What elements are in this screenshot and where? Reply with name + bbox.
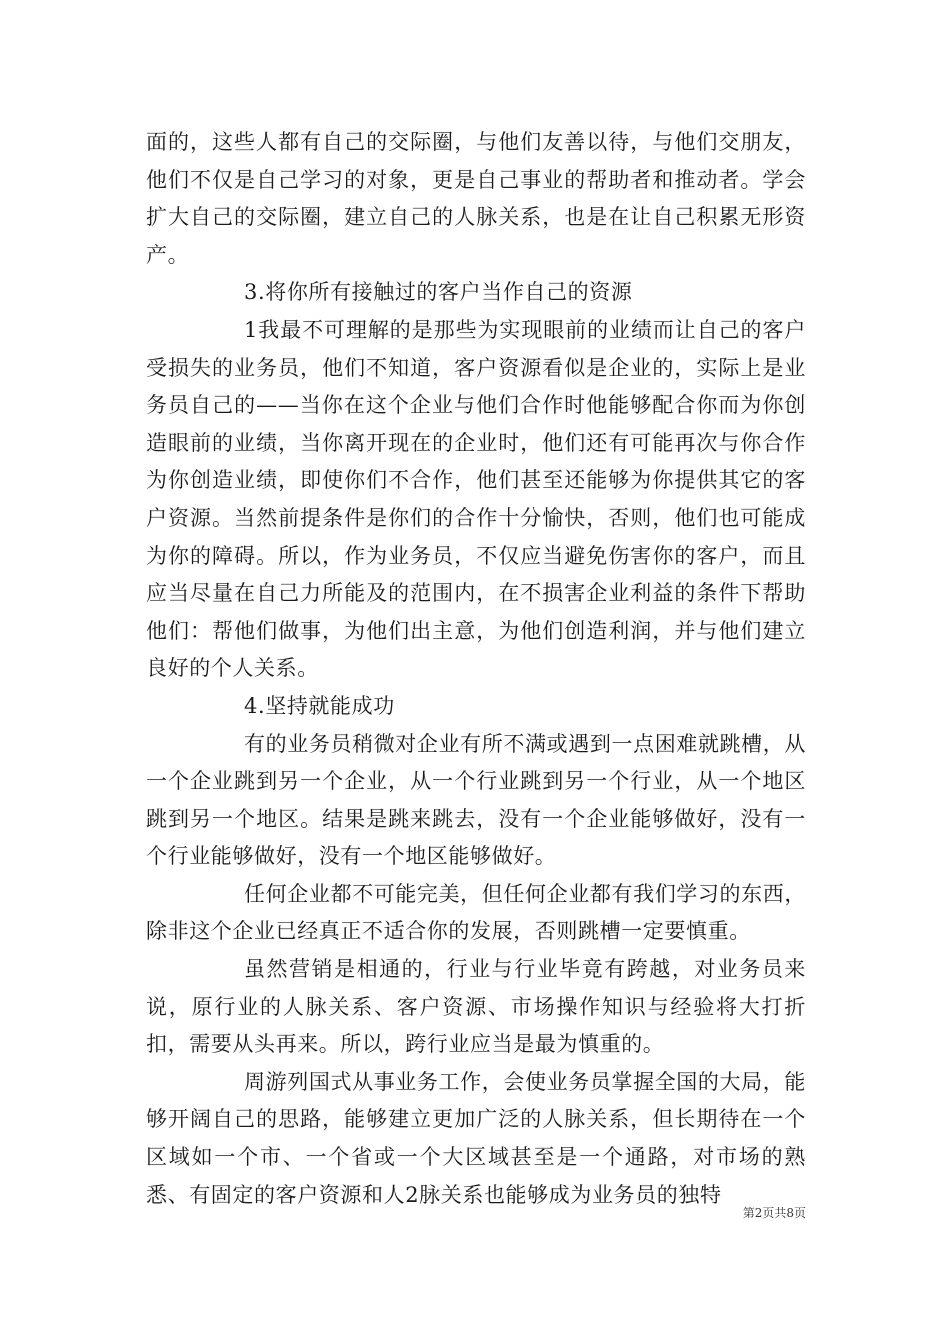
page-number: 第2页共8页 [742,1206,806,1220]
paragraph-cross-industry: 虽然营销是相通的，行业与行业毕竟有跨越，对业务员来说，原行业的人脉关系、客户资源、市场操作知识与经验将大打折扣，需要从头再来。所以，跨行业应当是最为慎重的。 [146,957,806,1057]
paragraph-regional-work: 周游列国式从事业务工作，会使业务员掌握全国的大局，能够开阔自己的思路，能够建立更加广泛的人脉关系，但长期待在一个区域如一个市、一个省或一个大区域甚至是一个通路，对市场的熟悉、有固定的客户资源和人2脉关系也能够成为业务员的独特 [146,1069,806,1207]
body-text [146,124,806,1214]
paragraph-job-hopping: 有的业务员稍微对企业有所不满或遇到一点困难就跳槽，从一个企业跳到另一个企业，从一个行业跳到另一个行业，从一个地区跳到另一个地区。结果是跳来跳去，没有一个企业能够做好，没有一个行业能够做好，没有一个地区能够做好。 [146,731,806,869]
section-heading-4: 4.坚持就能成功 [244,693,395,718]
paragraph-customer-resources: 1我最不可理解的是那些为实现眼前的业绩而让自己的客户受损失的业务员，他们不知道，客户资源看似是企业的，实际上是业务员自己的——当你在这个企业与他们合作时他能够配合你而为你创造眼前的业绩，当你离开现在的企业时，他们还有可能再次与你合作为你创造业绩，即使你们不合作，他们甚至还能够为你提供其它的客户资源。当然前提条件是你们的合作十分愉快，否则，他们也可能成为你的障碍。所以，作为业务员，不仅应当避免伤害你的客户，而且应当尽量在自己力所能及的范围内，在不损害企业利益的条件下帮助他们：帮他们做事，为他们出主意，为他们创造利润，并与他们建立良好的个人关系。 [146,317,806,681]
paragraph-continued: 面的，这些人都有自己的交际圈，与他们友善以待，与他们交朋友，他们不仅是自己学习的对象，更是自己事业的帮助者和推动者。学会扩大自己的交际圈，建立自己的人脉关系，也是在让自己积累无形资产。 [146,130,806,267]
section-heading-3: 3.将你所有接触过的客户当作自己的资源 [244,280,633,305]
paragraph-no-perfect-company: 任何企业都不可能完美，但任何企业都有我们学习的东西，除非这个企业已经真正不适合你的发展，否则跳槽一定要慎重。 [146,881,806,944]
